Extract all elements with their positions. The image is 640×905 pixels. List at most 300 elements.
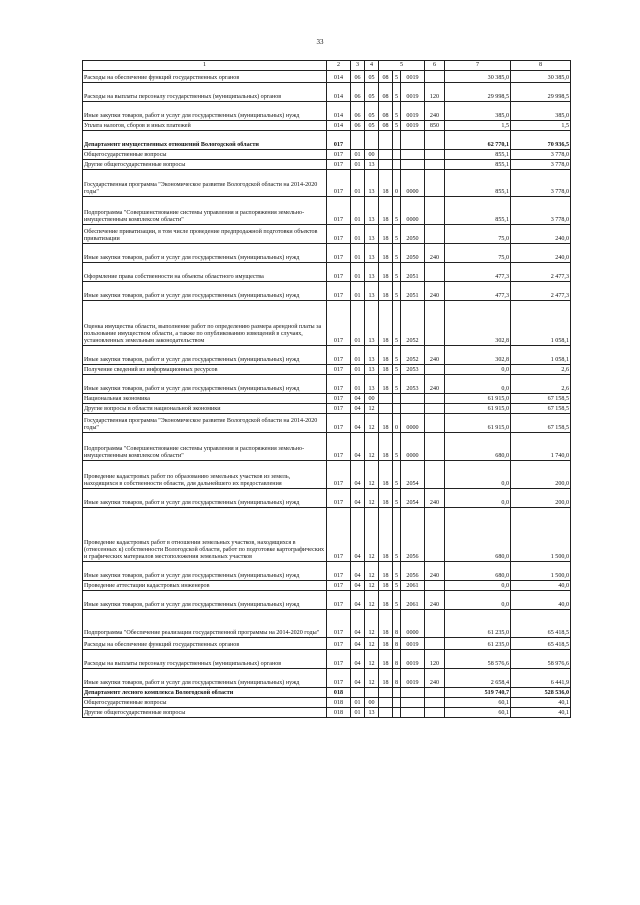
program-code: 18 [379,489,393,508]
amount-year2: 70 936,5 [511,131,571,150]
program-code: 18 [379,508,393,562]
ministry-code: 017 [327,150,351,160]
table-row [83,131,571,150]
subsection-code: 13 [365,170,379,197]
table-row [83,508,571,562]
name-cell: Департамент имущественных отношений Вологодской области [83,131,327,150]
subprogram-code: 8 [393,669,401,688]
amount-year1: 855,1 [445,150,511,160]
subsection-code: 12 [365,404,379,414]
amount-year2: 3 778,0 [511,170,571,197]
col-header-3: 3 [351,61,365,71]
name-cell: Иные закупки товаров, работ и услуг для государственных (муниципальных) нужд [83,591,327,610]
ministry-code: 017 [327,404,351,414]
subprogram-code: 8 [393,610,401,638]
ministry-code: 014 [327,121,351,131]
section-code: 01 [351,197,365,225]
subprogram-code: 5 [393,301,401,346]
subsection-code: 13 [365,197,379,225]
section-code [351,131,365,150]
subsection-code: 13 [365,244,379,263]
amount-year2: 2,6 [511,375,571,394]
table-row [83,170,571,197]
subprogram-code [393,150,401,160]
amount-year1: 75,0 [445,244,511,263]
subprogram-code: 5 [393,102,401,121]
ministry-code: 014 [327,102,351,121]
expense-type-code [425,131,445,150]
section-code: 01 [351,375,365,394]
direction-code: 0019 [401,71,425,83]
subprogram-code: 8 [393,638,401,650]
table-row [83,197,571,225]
section-code: 04 [351,638,365,650]
expense-type-code [425,414,445,433]
amount-year2: 240,0 [511,244,571,263]
expense-type-code: 240 [425,102,445,121]
subsection-code: 13 [365,346,379,365]
subsection-code: 12 [365,591,379,610]
table-row [83,375,571,394]
table-row [83,610,571,638]
program-code: 18 [379,562,393,581]
expense-type-code: 240 [425,375,445,394]
direction-code: 2051 [401,282,425,301]
amount-year1: 61 915,0 [445,394,511,404]
amount-year2: 40,1 [511,708,571,718]
section-code: 04 [351,650,365,669]
table-row [83,160,571,170]
table-row [83,414,571,433]
name-cell: Проведение кадастровых работ в отношении земельных участков, находящихся в (отнесенных к) собственности Вологодской области, работ по подготовке картографических и графических материалов местоположения земельных участков [83,508,327,562]
program-code [379,688,393,698]
subsection-code: 12 [365,562,379,581]
subsection-code: 13 [365,375,379,394]
subprogram-code [393,698,401,708]
subprogram-code [393,160,401,170]
amount-year1: 385,0 [445,102,511,121]
program-code: 18 [379,301,393,346]
subsection-code: 00 [365,698,379,708]
amount-year2: 58 976,6 [511,650,571,669]
amount-year2: 3 778,0 [511,197,571,225]
amount-year1: 60,1 [445,708,511,718]
ministry-code: 017 [327,346,351,365]
expense-type-code [425,263,445,282]
direction-code [401,131,425,150]
subsection-code: 12 [365,638,379,650]
subprogram-code [393,394,401,404]
amount-year2: 3 778,0 [511,160,571,170]
direction-code: 2050 [401,244,425,263]
amount-year2: 385,0 [511,102,571,121]
subsection-code: 12 [365,433,379,461]
table-row [83,346,571,365]
subprogram-code: 5 [393,121,401,131]
subsection-code [365,688,379,698]
subprogram-code: 5 [393,562,401,581]
ministry-code: 018 [327,708,351,718]
program-code [379,394,393,404]
page-number: 33 [316,38,324,46]
direction-code: 2056 [401,562,425,581]
expense-type-code [425,365,445,375]
section-code: 01 [351,263,365,282]
name-cell: Обеспечение приватизации, в том числе проведение предпродажной подготовки объектов приватизации [83,225,327,244]
amount-year1: 61 915,0 [445,404,511,414]
section-code: 01 [351,365,365,375]
table-row [83,102,571,121]
ministry-code: 017 [327,160,351,170]
name-cell: Общегосударственные вопросы [83,698,327,708]
amount-year2: 29 998,5 [511,83,571,102]
subprogram-code: 5 [393,71,401,83]
program-code [379,404,393,414]
ministry-code: 017 [327,581,351,591]
table-row [83,71,571,83]
amount-year1: 75,0 [445,225,511,244]
program-code: 08 [379,71,393,83]
direction-code: 2053 [401,375,425,394]
amount-year1: 855,1 [445,170,511,197]
subsection-code: 13 [365,301,379,346]
amount-year1: 2 658,4 [445,669,511,688]
amount-year1: 61 235,0 [445,610,511,638]
section-code: 04 [351,433,365,461]
direction-code: 0000 [401,197,425,225]
expense-type-code [425,394,445,404]
table-row [83,404,571,414]
direction-code [401,688,425,698]
subsection-code: 13 [365,160,379,170]
subsection-code: 13 [365,263,379,282]
subprogram-code: 0 [393,414,401,433]
direction-code: 0019 [401,669,425,688]
amount-year1: 61 235,0 [445,638,511,650]
col-header-2: 2 [327,61,351,71]
amount-year1: 680,0 [445,508,511,562]
name-cell: Другие общегосударственные вопросы [83,708,327,718]
name-cell: Иные закупки товаров, работ и услуг для государственных (муниципальных) нужд [83,244,327,263]
table-row [83,708,571,718]
program-code: 18 [379,610,393,638]
amount-year1: 477,3 [445,282,511,301]
program-code: 18 [379,375,393,394]
subprogram-code: 5 [393,365,401,375]
name-cell: Иные закупки товаров, работ и услуг для государственных (муниципальных) нужд [83,346,327,365]
subsection-code: 05 [365,83,379,102]
subsection-code: 13 [365,282,379,301]
direction-code: 2053 [401,365,425,375]
section-code: 01 [351,282,365,301]
direction-code: 0000 [401,433,425,461]
col-header-8: 8 [511,61,571,71]
expense-type-code [425,197,445,225]
amount-year2: 3 778,0 [511,150,571,160]
section-code: 04 [351,404,365,414]
table-row [83,244,571,263]
subprogram-code: 5 [393,197,401,225]
subsection-code: 12 [365,669,379,688]
program-code: 18 [379,263,393,282]
ministry-code: 017 [327,489,351,508]
table-row [83,301,571,346]
expense-type-code: 240 [425,489,445,508]
expense-type-code [425,461,445,489]
program-code: 18 [379,244,393,263]
name-cell: Национальная экономика [83,394,327,404]
program-code [379,150,393,160]
section-code: 01 [351,301,365,346]
subprogram-code [393,708,401,718]
subprogram-code: 5 [393,282,401,301]
expense-type-code: 240 [425,591,445,610]
amount-year1: 0,0 [445,365,511,375]
name-cell: Расходы на обеспечение функций государственных органов [83,71,327,83]
name-cell: Подпрограмма "Обеспечение реализации государственной программы на 2014-2020 годы" [83,610,327,638]
amount-year2: 2 477,3 [511,263,571,282]
amount-year2: 1 500,0 [511,508,571,562]
subsection-code: 05 [365,102,379,121]
program-code: 08 [379,102,393,121]
expense-type-code [425,638,445,650]
amount-year2: 1 058,1 [511,346,571,365]
expense-type-code [425,610,445,638]
subprogram-code: 5 [393,581,401,591]
ministry-code: 017 [327,282,351,301]
ministry-code: 017 [327,131,351,150]
program-code: 18 [379,669,393,688]
subsection-code: 12 [365,650,379,669]
direction-code: 2052 [401,346,425,365]
section-code [351,688,365,698]
amount-year1: 58 576,6 [445,650,511,669]
name-cell: Расходы на обеспечение функций государственных органов [83,638,327,650]
direction-code: 0000 [401,170,425,197]
direction-code [401,404,425,414]
program-code: 08 [379,83,393,102]
amount-year1: 0,0 [445,489,511,508]
table-row [83,581,571,591]
name-cell: Иные закупки товаров, работ и услуг для государственных (муниципальных) нужд [83,562,327,581]
amount-year2: 67 158,5 [511,394,571,404]
subsection-code: 13 [365,365,379,375]
subsection-code: 12 [365,489,379,508]
name-cell: Другие вопросы в области национальной экономики [83,404,327,414]
amount-year2: 67 158,5 [511,414,571,433]
table-row [83,562,571,581]
direction-code: 2061 [401,591,425,610]
subsection-code: 13 [365,225,379,244]
section-code: 04 [351,508,365,562]
expense-type-code: 120 [425,83,445,102]
subprogram-code: 8 [393,650,401,669]
amount-year1: 60,1 [445,698,511,708]
subprogram-code: 5 [393,461,401,489]
amount-year2: 40,0 [511,591,571,610]
amount-year1: 519 740,7 [445,688,511,698]
col-header-6: 6 [425,61,445,71]
subprogram-code: 5 [393,263,401,282]
amount-year2: 40,0 [511,581,571,591]
direction-code [401,708,425,718]
section-code: 04 [351,414,365,433]
program-code: 18 [379,225,393,244]
ministry-code: 017 [327,562,351,581]
program-code [379,698,393,708]
name-cell: Оформление права собственности на объекты областного имущества [83,263,327,282]
ministry-code: 017 [327,414,351,433]
program-code: 18 [379,282,393,301]
expense-type-code [425,433,445,461]
amount-year2: 2 477,3 [511,282,571,301]
section-code: 01 [351,698,365,708]
name-cell: Уплата налогов, сборов и иных платежей [83,121,327,131]
program-code: 18 [379,433,393,461]
expense-type-code: 240 [425,346,445,365]
name-cell: Подпрограмма "Совершенствование системы управления и распоряжения земельно-имущественным комплексом области" [83,433,327,461]
amount-year1: 855,1 [445,197,511,225]
amount-year1: 29 998,5 [445,83,511,102]
subprogram-code: 5 [393,244,401,263]
ministry-code: 017 [327,650,351,669]
section-code: 04 [351,669,365,688]
table-row [83,121,571,131]
section-code: 04 [351,489,365,508]
col-header-5: 5 [379,61,425,71]
subsection-code: 12 [365,508,379,562]
direction-code [401,150,425,160]
subsection-code: 12 [365,461,379,489]
table-row [83,83,571,102]
program-code: 18 [379,638,393,650]
amount-year1: 0,0 [445,581,511,591]
amount-year1: 30 385,0 [445,71,511,83]
amount-year1: 0,0 [445,375,511,394]
amount-year2: 40,1 [511,698,571,708]
budget-table [82,60,571,718]
section-code: 01 [351,708,365,718]
section-code: 01 [351,225,365,244]
amount-year1: 680,0 [445,562,511,581]
name-cell: Другие общегосударственные вопросы [83,160,327,170]
ministry-code: 017 [327,591,351,610]
expense-type-code [425,160,445,170]
section-code: 04 [351,461,365,489]
ministry-code: 017 [327,638,351,650]
ministry-code: 017 [327,461,351,489]
direction-code: 2056 [401,508,425,562]
table-row [83,650,571,669]
direction-code: 0019 [401,121,425,131]
ministry-code: 017 [327,433,351,461]
table-row [83,591,571,610]
name-cell: Государственная программа "Экономическое развитие Вологодской области на 2014-2020 годы" [83,170,327,197]
expense-type-code: 240 [425,669,445,688]
col-header-4: 4 [365,61,379,71]
amount-year2: 67 158,5 [511,404,571,414]
amount-year1: 61 915,0 [445,414,511,433]
subprogram-code: 5 [393,489,401,508]
amount-year2: 200,0 [511,489,571,508]
ministry-code: 017 [327,197,351,225]
ministry-code: 017 [327,170,351,197]
expense-type-code [425,508,445,562]
table-row [83,150,571,160]
amount-year1: 302,8 [445,301,511,346]
direction-code: 0019 [401,650,425,669]
amount-year1: 0,0 [445,591,511,610]
table-header-row [83,61,571,71]
program-code: 18 [379,346,393,365]
subprogram-code: 5 [393,375,401,394]
amount-year1: 855,1 [445,160,511,170]
ministry-code: 017 [327,244,351,263]
direction-code [401,394,425,404]
program-code: 18 [379,650,393,669]
name-cell: Иные закупки товаров, работ и услуг для государственных (муниципальных) нужд [83,102,327,121]
ministry-code: 017 [327,225,351,244]
name-cell: Расходы на выплаты персоналу государственных (муниципальных) органов [83,650,327,669]
amount-year2: 1 740,0 [511,433,571,461]
amount-year2: 200,0 [511,461,571,489]
name-cell: Иные закупки товаров, работ и услуг для государственных (муниципальных) нужд [83,489,327,508]
amount-year1: 302,8 [445,346,511,365]
subprogram-code: 5 [393,591,401,610]
ministry-code: 014 [327,83,351,102]
name-cell: Департамент лесного комплекса Вологодской области [83,688,327,698]
ministry-code: 017 [327,610,351,638]
table-row [83,365,571,375]
table-row [83,282,571,301]
direction-code: 0000 [401,414,425,433]
subsection-code: 05 [365,71,379,83]
direction-code: 0019 [401,83,425,102]
expense-type-code [425,688,445,698]
subsection-code: 12 [365,414,379,433]
program-code: 18 [379,581,393,591]
amount-year1: 62 770,1 [445,131,511,150]
expense-type-code: 240 [425,562,445,581]
ministry-code: 018 [327,688,351,698]
expense-type-code [425,301,445,346]
program-code: 18 [379,197,393,225]
section-code: 04 [351,581,365,591]
name-cell: Общегосударственные вопросы [83,150,327,160]
subsection-code: 12 [365,581,379,591]
program-code: 18 [379,170,393,197]
amount-year1: 477,3 [445,263,511,282]
subprogram-code: 5 [393,508,401,562]
amount-year2: 240,0 [511,225,571,244]
table-row [83,489,571,508]
expense-type-code [425,708,445,718]
subprogram-code: 5 [393,346,401,365]
ministry-code: 017 [327,375,351,394]
name-cell: Оценка имущества области, выполнение работ по определению размера арендной платы за пользование имуществом области, а также по опубликованию извещений в случаях, установленных земельным законодательством [83,301,327,346]
table-row [83,688,571,698]
col-header-7: 7 [445,61,511,71]
section-code: 01 [351,346,365,365]
amount-year1: 680,0 [445,433,511,461]
direction-code [401,160,425,170]
expense-type-code: 850 [425,121,445,131]
ministry-code: 017 [327,508,351,562]
name-cell: Государственная программа "Экономическое развитие Вологодской области на 2014-2020 годы" [83,414,327,433]
program-code [379,131,393,150]
name-cell: Проведение кадастровых работ по образованию земельных участков из земель, находящихся в собственности области, для дальнейшего их предоставления [83,461,327,489]
ministry-code: 017 [327,263,351,282]
